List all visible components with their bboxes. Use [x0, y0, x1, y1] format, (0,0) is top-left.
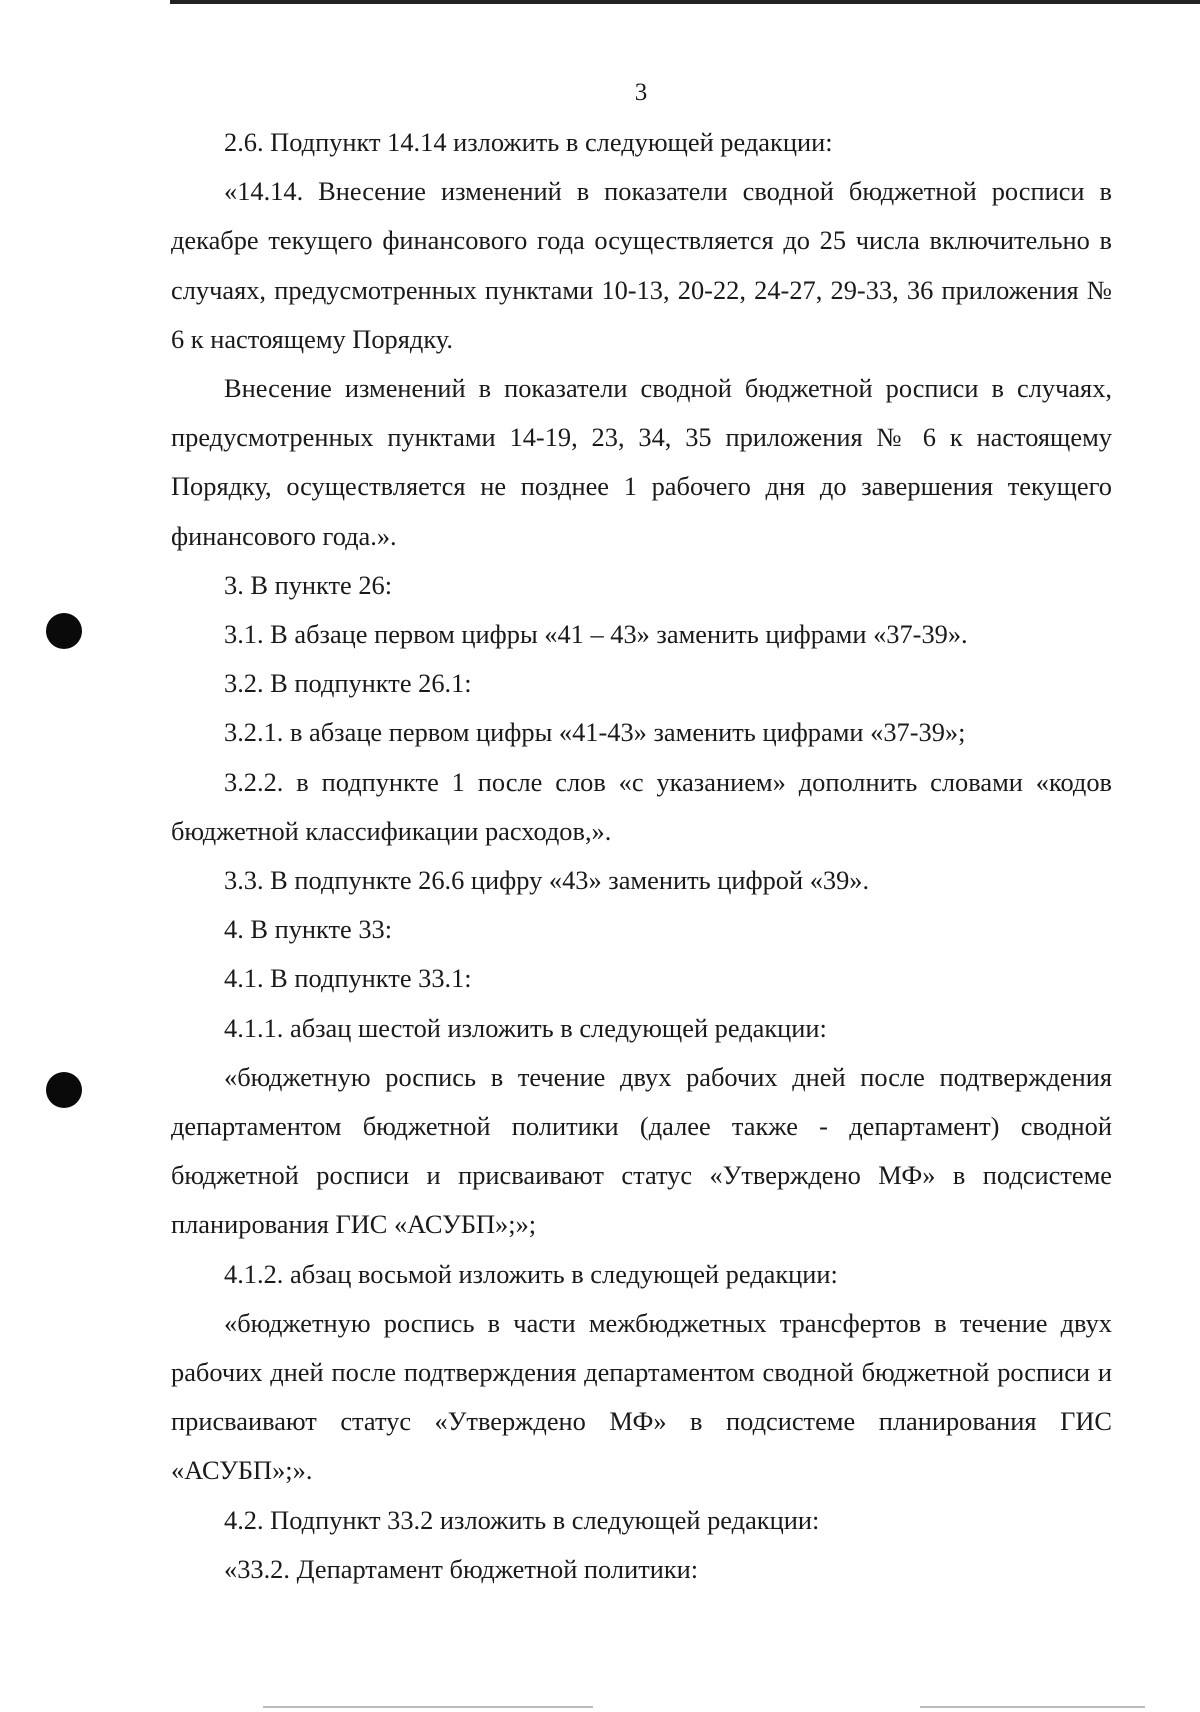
paragraph-4-1-2: 4.1.2. абзац восьмой изложить в следующей редакции:	[224, 1258, 838, 1289]
paragraph-33-2-quote: «33.2. Департамент бюджетной политики:	[224, 1553, 699, 1584]
paragraph-14-14-second: Внесение изменений в показатели сводной бюджетной росписи в случаях, предусмотренных пунктами 14-19, 23, 34, 35 приложения № 6 к настоящему Порядку, осуществляется не позднее 1 рабочего дня до завершения текущего финансового года.».	[171, 373, 1112, 551]
paragraph-4-1-2-quote: «бюджетную роспись в части межбюджетных трансфертов в течение двух рабочих дней после подтверждения департаментом сводной бюджетной росписи и присваивают статус «Утверждено МФ» в подсистеме планирования ГИС «АСУБП»;».	[171, 1307, 1112, 1486]
page-number: 3	[634, 79, 648, 106]
paragraph-4-1-1-quote: «бюджетную роспись в течение двух рабочих дней после подтверждения департаментом бюджетной политики (далее также - департамент) сводной бюджетной росписи и присваивают статус «Утверждено МФ» в подсистеме планирования ГИС «АСУБП»;»;	[171, 1061, 1112, 1240]
scan-bottom-border-right	[920, 1706, 1145, 1708]
paragraph-3-2: 3.2. В подпункте 26.1:	[224, 668, 472, 699]
document-body	[171, 118, 1112, 1594]
paragraph-4-1-1: 4.1.1. абзац шестой изложить в следующей редакции:	[224, 1012, 827, 1043]
scan-top-border	[170, 0, 1200, 4]
paragraph-3-3: 3.3. В подпункте 26.6 цифру «43» заменить цифрой «39».	[224, 865, 870, 896]
punch-hole-lower	[46, 1072, 82, 1108]
paragraph-4-2: 4.2. Подпункт 33.2 изложить в следующей редакции:	[224, 1504, 820, 1535]
paragraph-4: 4. В пункте 33:	[224, 914, 393, 945]
paragraph-3: 3. В пункте 26:	[224, 569, 393, 600]
paragraph-3-2-2: 3.2.2. в подпункте 1 после слов «с указанием» дополнить словами «кодов бюджетной классификации расходов,».	[171, 766, 1112, 846]
paragraph-3-2-1: 3.2.1. в абзаце первом цифры «41-43» заменить цифрами «37-39»;	[224, 717, 966, 748]
paragraph-14-14-quote: «14.14. Внесение изменений в показатели сводной бюджетной росписи в декабре текущего финансового года осуществляется до 25 числа включительно в случаях, предусмотренных пунктами 10-13, 20-22, 24-27, 29-33, 36 приложения № 6 к настоящему Порядку.	[171, 176, 1112, 354]
paragraph-4-1: 4.1. В подпункте 33.1:	[224, 963, 472, 994]
paragraph-2-6: 2.6. Подпункт 14.14 изложить в следующей редакции:	[224, 127, 833, 157]
punch-hole-upper	[46, 613, 82, 649]
scan-bottom-border-left	[263, 1706, 593, 1708]
paragraph-3-1: 3.1. В абзаце первом цифры «41 – 43» заменить цифрами «37-39».	[224, 619, 968, 650]
